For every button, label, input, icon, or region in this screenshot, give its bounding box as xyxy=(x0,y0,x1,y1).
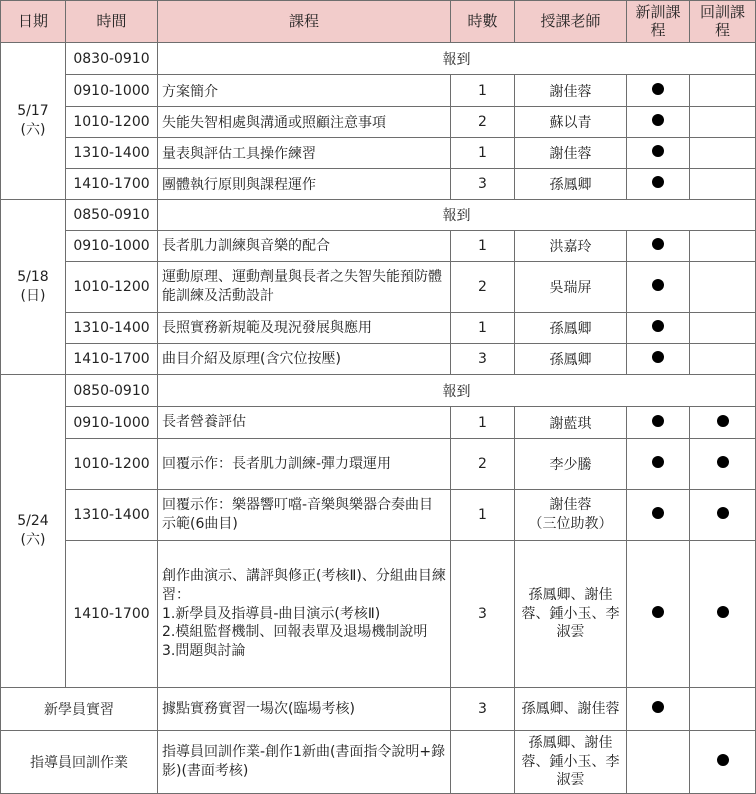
bullet-icon xyxy=(717,456,729,468)
course-cell: 團體執行原則與課程運作 xyxy=(158,169,451,200)
re-training-cell xyxy=(690,262,756,313)
table-row xyxy=(1,75,756,107)
new-training-cell xyxy=(627,138,690,169)
teacher-cell: 孫鳳卿、謝佳蓉、鍾小玉、李淑雲 xyxy=(515,731,627,794)
time-cell: 1310-1400 xyxy=(66,490,158,541)
time-cell: 1410-1700 xyxy=(66,169,158,200)
re-training-cell xyxy=(690,107,756,138)
table-row xyxy=(1,344,756,375)
bullet-icon xyxy=(652,456,664,468)
re-training-cell xyxy=(690,169,756,200)
date-label: 5/17 xyxy=(17,103,49,119)
header-hours: 時數 xyxy=(451,1,515,43)
new-training-cell xyxy=(627,731,690,794)
bullet-icon xyxy=(652,507,664,519)
time-cell: 1410-1700 xyxy=(66,541,158,688)
time-cell: 1310-1400 xyxy=(66,313,158,344)
teacher-cell: 孫鳳卿 xyxy=(515,313,627,344)
course-line: 3.問題與討論 xyxy=(162,643,246,660)
table-row xyxy=(1,43,756,75)
bullet-icon xyxy=(652,606,664,618)
hours-cell: 2 xyxy=(451,439,515,490)
table-row xyxy=(1,731,756,794)
new-training-cell xyxy=(627,169,690,200)
hours-cell: 2 xyxy=(451,107,515,138)
re-training-cell xyxy=(690,344,756,375)
bullet-icon xyxy=(652,279,664,291)
teacher-cell: 洪嘉玲 xyxy=(515,231,627,262)
category-cell: 新學員實習 xyxy=(1,688,158,731)
hours-cell: 3 xyxy=(451,169,515,200)
date-label: 5/18 xyxy=(17,269,49,285)
new-training-cell xyxy=(627,344,690,375)
hours-cell: 3 xyxy=(451,688,515,731)
new-training-cell xyxy=(627,541,690,688)
hours-cell: 1 xyxy=(451,490,515,541)
time-cell: 0910-1000 xyxy=(66,407,158,439)
course-cell: 失能失智相處與溝通或照顧注意事項 xyxy=(158,107,451,138)
course-cell: 指導員回訓作業-創作1新曲(書面指令說明+錄影)(書面考核) xyxy=(158,731,451,794)
new-training-cell xyxy=(627,490,690,541)
teacher-cell: 李少騰 xyxy=(515,439,627,490)
date-cell xyxy=(1,200,66,375)
time-cell: 0910-1000 xyxy=(66,75,158,107)
table-row xyxy=(1,688,756,731)
new-training-cell xyxy=(627,439,690,490)
teacher-cell: 孫鳳卿 xyxy=(515,169,627,200)
course-cell: 據點實務實習一場次(臨場考核) xyxy=(158,688,451,731)
bullet-icon xyxy=(652,83,664,95)
course-cell: 回覆示作：長者肌力訓練-彈力環運用 xyxy=(158,439,451,490)
course-cell: 量表與評估工具操作練習 xyxy=(158,138,451,169)
course-cell: 運動原理、運動劑量與長者之失智失能預防體能訓練及活動設計 xyxy=(158,262,451,313)
course-cell: 曲目介紹及原理(含穴位按壓) xyxy=(158,344,451,375)
course-line: 2.模組監督機制、回報表單及退場機制說明 xyxy=(162,624,428,641)
new-training-cell xyxy=(627,231,690,262)
weekday-label: (六) xyxy=(20,532,46,548)
hours-cell: 1 xyxy=(451,75,515,107)
course-cell: 長者肌力訓練與音樂的配合 xyxy=(158,231,451,262)
re-training-cell xyxy=(690,439,756,490)
re-training-cell xyxy=(690,313,756,344)
course-cell xyxy=(158,541,451,688)
re-training-cell xyxy=(690,231,756,262)
re-training-cell xyxy=(690,138,756,169)
hours-cell: 2 xyxy=(451,262,515,313)
bullet-icon xyxy=(652,320,664,332)
re-training-cell xyxy=(690,75,756,107)
new-training-cell xyxy=(627,75,690,107)
checkin-cell: 報到 xyxy=(158,43,756,75)
re-training-cell xyxy=(690,541,756,688)
hours-cell: 3 xyxy=(451,541,515,688)
bullet-icon xyxy=(652,351,664,363)
table-row xyxy=(1,262,756,313)
bullet-icon xyxy=(717,606,729,618)
table-row xyxy=(1,200,756,231)
table-row xyxy=(1,541,756,688)
hours-cell: 3 xyxy=(451,344,515,375)
header-date: 日期 xyxy=(1,1,66,43)
table-row xyxy=(1,407,756,439)
date-cell xyxy=(1,43,66,200)
new-training-cell xyxy=(627,688,690,731)
hours-cell: 1 xyxy=(451,138,515,169)
teacher-cell: 謝藍琪 xyxy=(515,407,627,439)
time-cell: 0850-0910 xyxy=(66,200,158,231)
teacher-cell: 謝佳蓉 xyxy=(515,75,627,107)
hours-cell xyxy=(451,731,515,794)
hours-cell: 1 xyxy=(451,407,515,439)
time-cell: 1010-1200 xyxy=(66,107,158,138)
course-cell: 方案簡介 xyxy=(158,75,451,107)
new-training-cell xyxy=(627,107,690,138)
time-cell: 1010-1200 xyxy=(66,439,158,490)
table-row xyxy=(1,107,756,138)
new-training-cell xyxy=(627,313,690,344)
table-row xyxy=(1,169,756,200)
re-training-cell xyxy=(690,490,756,541)
teacher-cell xyxy=(515,490,627,541)
checkin-cell: 報到 xyxy=(158,200,756,231)
teacher-cell: 孫鳳卿、謝佳蓉 xyxy=(515,688,627,731)
bullet-icon xyxy=(717,754,729,766)
table-row xyxy=(1,490,756,541)
course-cell: 長者營養評估 xyxy=(158,407,451,439)
time-cell: 1410-1700 xyxy=(66,344,158,375)
table-row xyxy=(1,375,756,407)
teacher-cell: 孫鳳卿 xyxy=(515,344,627,375)
teacher-note: （三位助教） xyxy=(528,516,613,532)
course-line: 創作曲演示、講評與修正(考核Ⅱ)、分組曲目練習： xyxy=(162,567,446,603)
teacher-cell: 蘇以青 xyxy=(515,107,627,138)
bullet-icon xyxy=(652,415,664,427)
re-training-cell xyxy=(690,688,756,731)
bullet-icon xyxy=(652,701,664,713)
time-cell: 0850-0910 xyxy=(66,375,158,407)
course-cell: 長照實務新規範及現況發展與應用 xyxy=(158,313,451,344)
weekday-label: (日) xyxy=(20,288,46,304)
header-course: 課程 xyxy=(158,1,451,43)
re-training-cell xyxy=(690,731,756,794)
time-cell: 0910-1000 xyxy=(66,231,158,262)
header-re-training: 回訓課程 xyxy=(690,1,756,43)
weekday-label: (六) xyxy=(20,122,46,138)
course-line: 1.新學員及指導員-曲目演示(考核Ⅱ) xyxy=(162,605,381,622)
hours-cell: 1 xyxy=(451,313,515,344)
bullet-icon xyxy=(717,415,729,427)
bullet-icon xyxy=(652,145,664,157)
bullet-icon xyxy=(717,507,729,519)
teacher-name: 謝佳蓉 xyxy=(549,497,592,514)
time-cell: 1310-1400 xyxy=(66,138,158,169)
time-cell: 1010-1200 xyxy=(66,262,158,313)
header-teacher: 授課老師 xyxy=(515,1,627,43)
table-row xyxy=(1,231,756,262)
teacher-cell: 吳瑞屏 xyxy=(515,262,627,313)
hours-cell: 1 xyxy=(451,231,515,262)
header-new-training: 新訓課程 xyxy=(627,1,690,43)
new-training-cell xyxy=(627,407,690,439)
header-time: 時間 xyxy=(66,1,158,43)
table-row xyxy=(1,138,756,169)
date-label: 5/24 xyxy=(17,513,49,529)
new-training-cell xyxy=(627,262,690,313)
header-row xyxy=(1,1,756,43)
checkin-cell: 報到 xyxy=(158,375,756,407)
course-cell: 回覆示作：樂器響叮噹-音樂與樂器合奏曲目示範(6曲目) xyxy=(158,490,451,541)
category-cell: 指導員回訓作業 xyxy=(1,731,158,794)
bullet-icon xyxy=(652,176,664,188)
bullet-icon xyxy=(652,238,664,250)
teacher-cell: 孫鳳卿、謝佳蓉、鍾小玉、李淑雲 xyxy=(515,541,627,688)
teacher-cell: 謝佳蓉 xyxy=(515,138,627,169)
date-cell xyxy=(1,375,66,688)
bullet-icon xyxy=(652,114,664,126)
table-row xyxy=(1,313,756,344)
table-row xyxy=(1,439,756,490)
re-training-cell xyxy=(690,407,756,439)
time-cell: 0830-0910 xyxy=(66,43,158,75)
